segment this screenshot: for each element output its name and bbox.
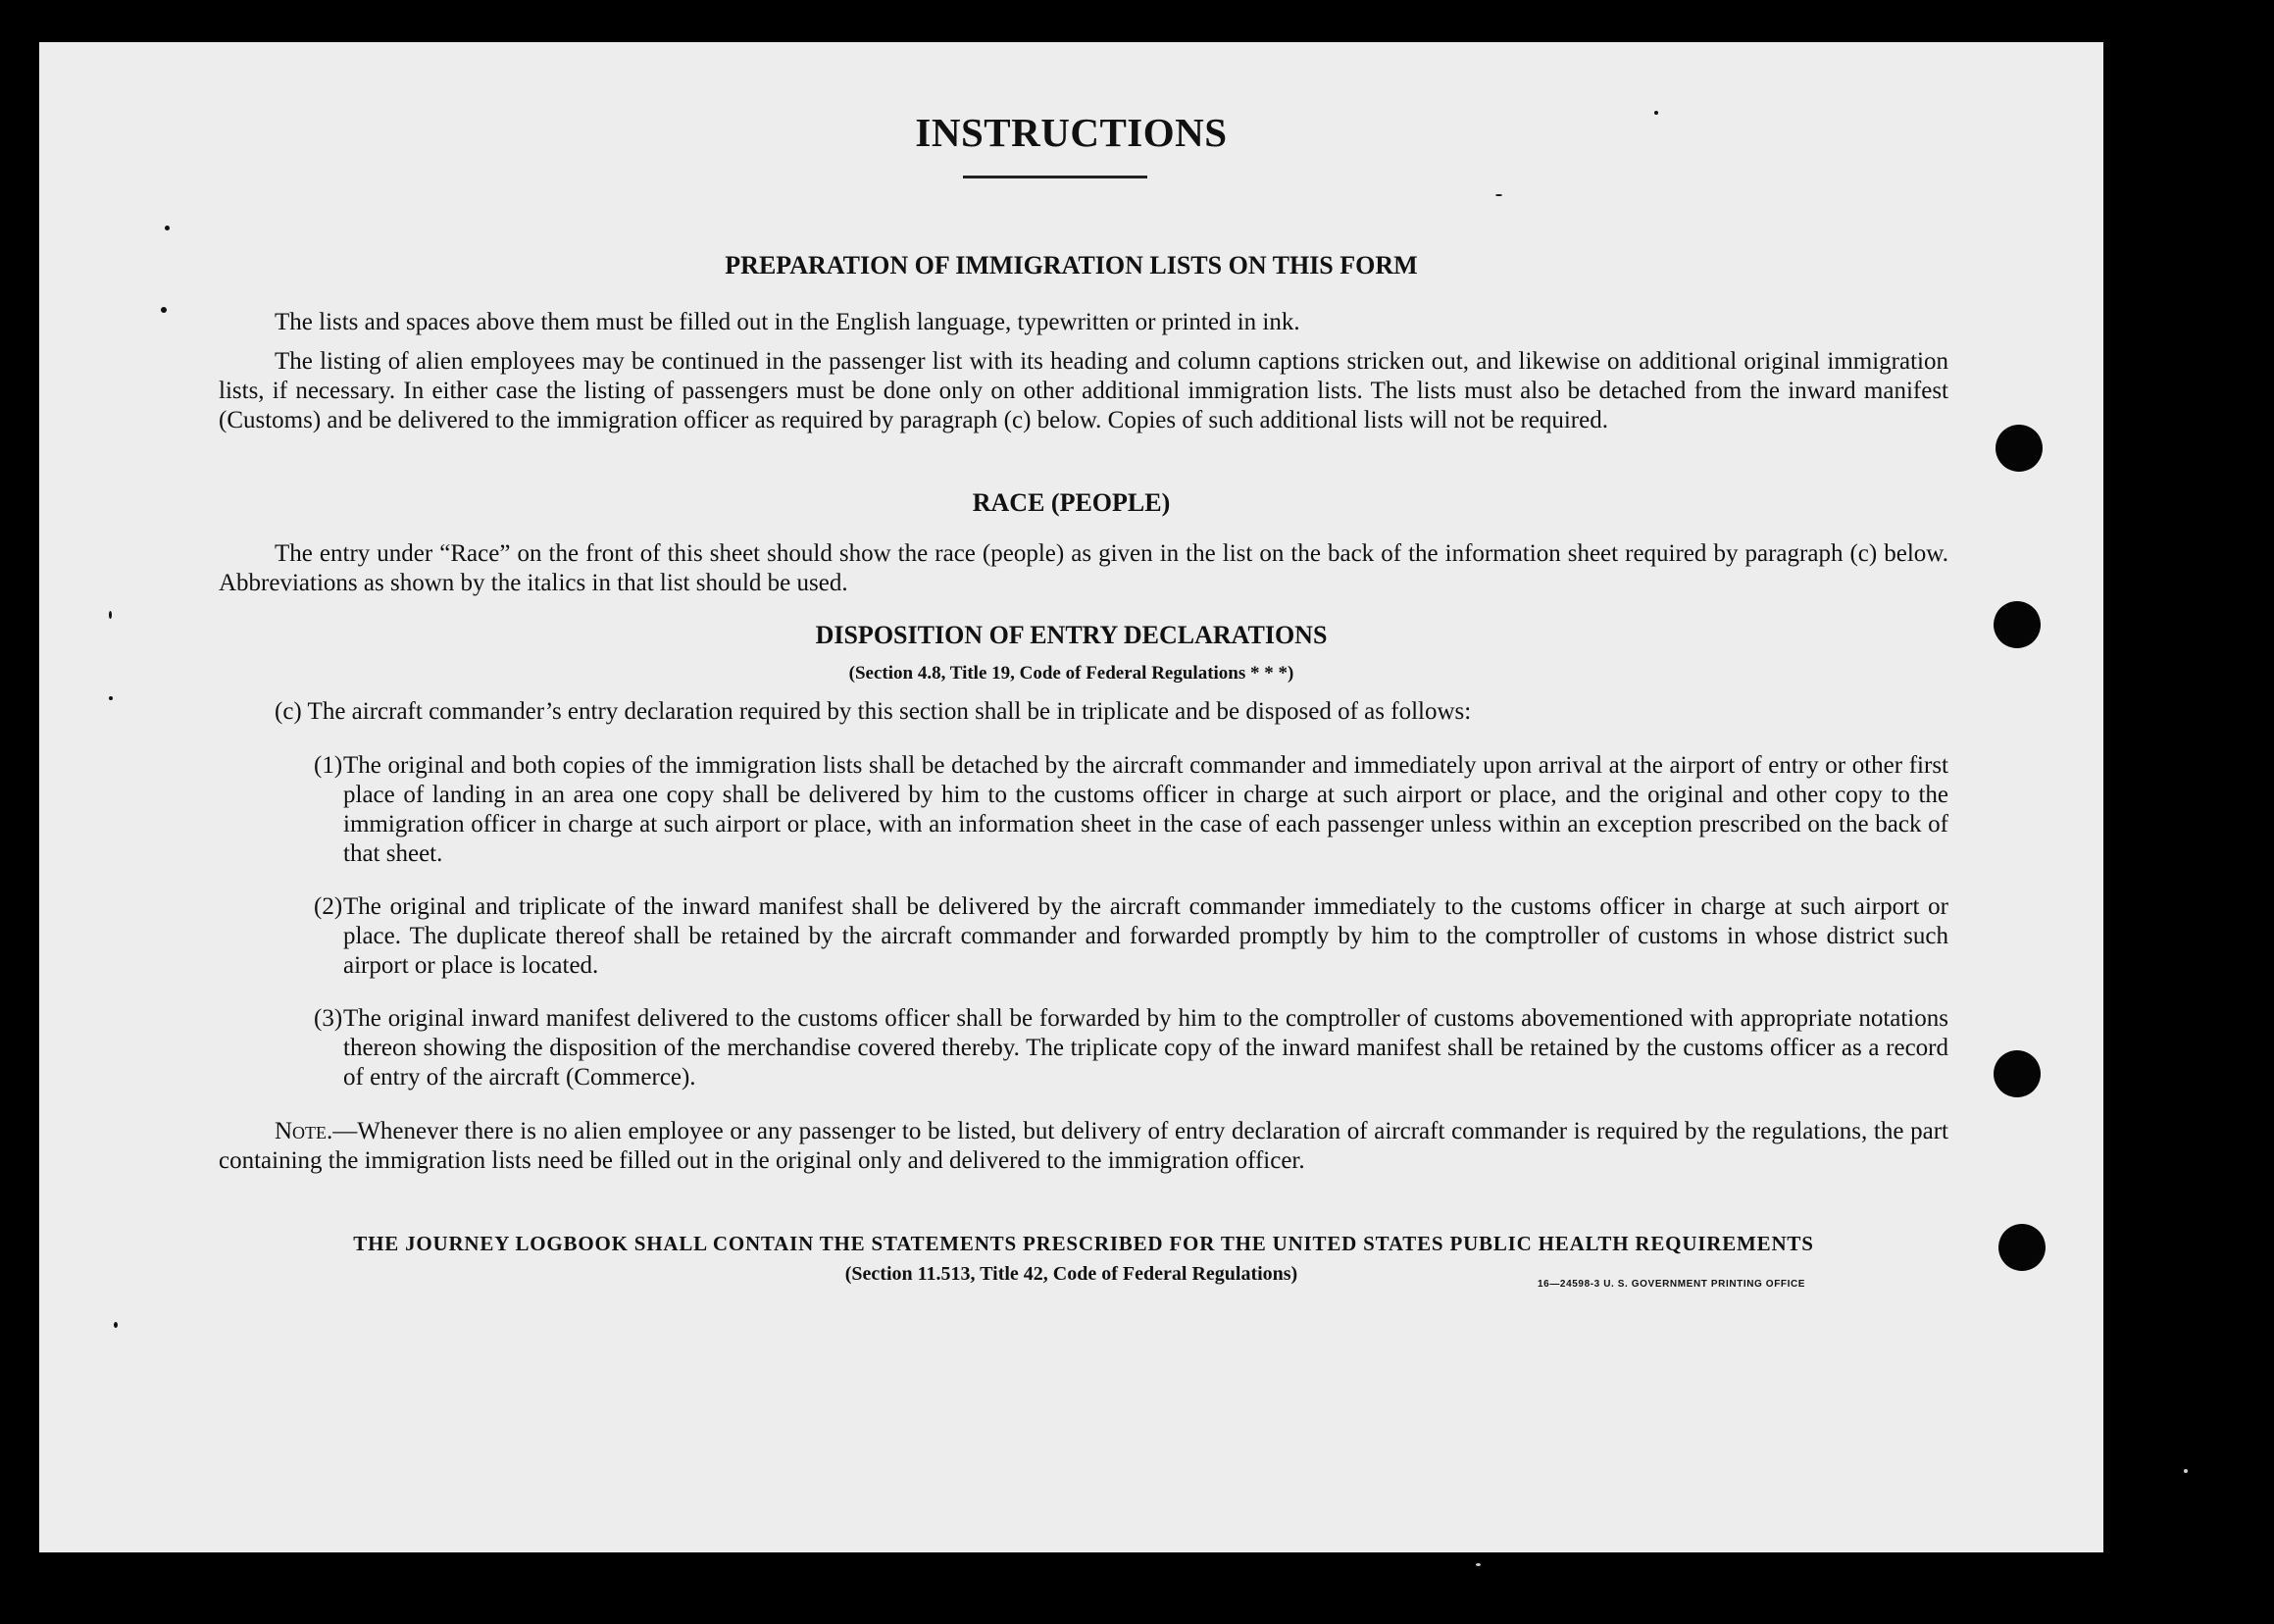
- punch-hole: [1996, 425, 2043, 472]
- scan-speck: [114, 1322, 118, 1328]
- logbook-reference: (Section 11.513, Title 42, Code of Federal Regulations): [844, 1263, 1298, 1285]
- item-text: The original and both copies of the immigration lists shall be detached by the aircraft commander and immediately upon arrival at the airport of entry or other first place of landing in an area one copy shall be delivered by him to the customs officer in charge at such airport or place, and the original and other copy to the immigration officer in charge at such airport or place, with an information sheet in the case of each passenger unless within an exception prescribed on the back of that sheet.: [343, 752, 1948, 867]
- scan-speck: [1654, 111, 1658, 115]
- note-label: Note.: [275, 1118, 333, 1144]
- item-text: The original and triplicate of the inward manifest shall be delivered by the aircraft commander immediately to the customs officer in charge at such airport or place. The duplicate thereof shall be retained by the aircraft commander and forwarded promptly by him to the comptroller of customs in whose district such airport or place is located.: [343, 893, 1948, 979]
- scan-speck: [2184, 1469, 2188, 1473]
- race-paragraph: The entry under “Race” on the front of this sheet should show the race (people) as given in the list on the back of the information sheet required by paragraph (c) below. Abbreviations as shown by the italics in that list should be used.: [219, 540, 1948, 596]
- race-heading: RACE (PEOPLE): [972, 488, 1171, 517]
- item-number: (1): [314, 752, 343, 779]
- disposition-heading: DISPOSITION OF ENTRY DECLARATIONS: [815, 621, 1328, 649]
- disposition-reference: (Section 4.8, Title 19, Code of Federal Regulations * * *): [848, 663, 1294, 684]
- scan-speck: [109, 696, 113, 700]
- note-text: —Whenever there is no alien employee or any passenger to be listed, but delivery of entry declaration of aircraft commander is required by the regulations, the part containing the immigration lists need be filled out in the original only and delivered to the immigration officer.: [219, 1118, 1948, 1174]
- item-text: The original inward manifest delivered to the customs officer shall be forwarded by him to the comptroller of customs abovementioned with appropriate notations thereon showing the disposition of the merchandise covered thereby. The triplicate copy of the inward manifest shall be retained by the customs officer as a record of entry of the aircraft (Commerce).: [343, 1005, 1948, 1091]
- disposition-paragraph-c: (c) The aircraft commander’s entry declaration required by this section shall be in triplicate and be disposed of as follows:: [275, 698, 1472, 725]
- disposition-item-3: [314, 1004, 1948, 1092]
- punch-hole: [1994, 1050, 2041, 1097]
- disposition-item-1: [314, 751, 1948, 869]
- printing-office-imprint: 16—24598-3 U. S. GOVERNMENT PRINTING OFFICE: [1538, 1279, 1806, 1290]
- document-page: [39, 42, 2103, 1552]
- disposition-item-2: [314, 892, 1948, 981]
- title-underline: [963, 176, 1147, 178]
- note-paragraph: [219, 1117, 1948, 1176]
- logbook-statement: THE JOURNEY LOGBOOK SHALL CONTAIN THE STATEMENTS PRESCRIBED FOR THE UNITED STATES PUBLIC HEALTH REQUIREMENTS: [353, 1232, 1814, 1255]
- item-number: (3): [314, 1005, 343, 1032]
- item-number: (2): [314, 893, 343, 920]
- scan-speck: [161, 307, 167, 313]
- page-title: INSTRUCTIONS: [915, 110, 1228, 155]
- preparation-heading: PREPARATION OF IMMIGRATION LISTS ON THIS FORM: [725, 251, 1418, 279]
- scan-speck: [1495, 194, 1502, 196]
- punch-hole: [1998, 1224, 2046, 1271]
- scan-speck: [109, 611, 112, 619]
- punch-hole: [1994, 601, 2041, 648]
- scan-speck: [1476, 1563, 1481, 1566]
- scan-speck: [165, 226, 170, 230]
- preparation-paragraph-2: The listing of alien employees may be continued in the passenger list with its heading and column captions stricken out, and likewise on additional original immigration lists, if necessary. In either case the listing of passengers must be done only on other additional immigration lists. The lists must also be detached from the inward manifest (Customs) and be delivered to the immigration officer as required by paragraph (c) below. Copies of such additional lists will not be required.: [219, 348, 1948, 433]
- preparation-paragraph-1: The lists and spaces above them must be filled out in the English language, typewritten or printed in ink.: [275, 309, 1300, 335]
